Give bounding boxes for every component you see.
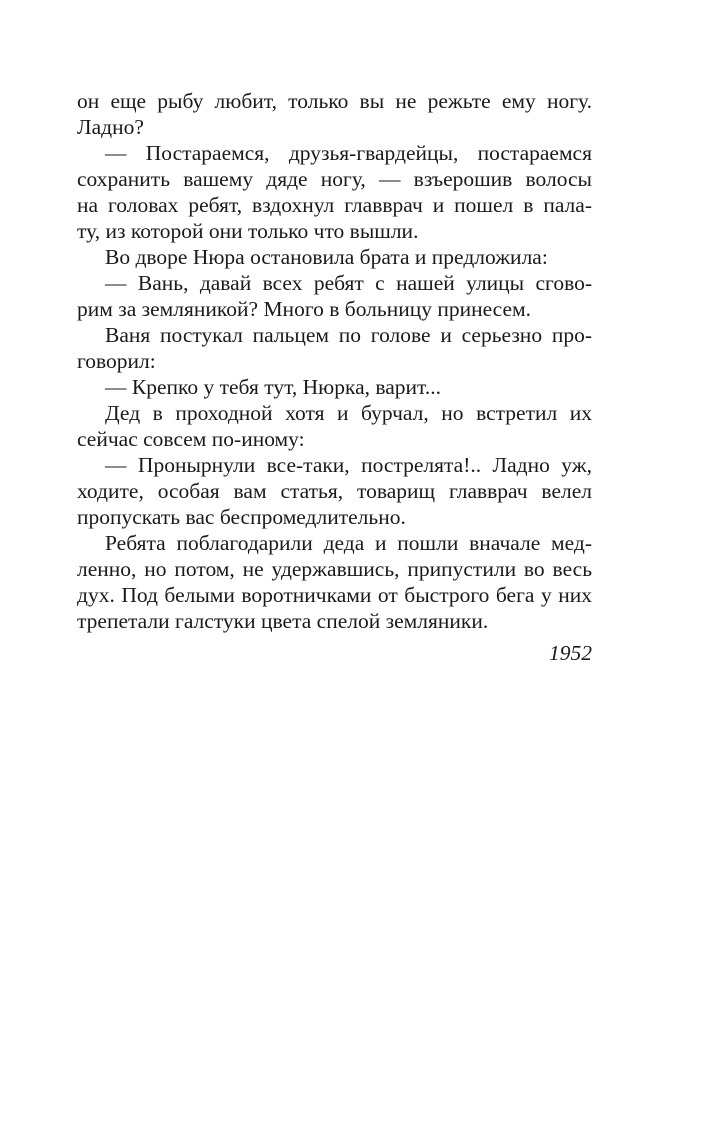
text-line: дух. Под белыми воротничками от быстрого бега у них xyxy=(77,583,592,607)
text-line: Ребята поблагодарили деда и пошли вначале мед- xyxy=(105,531,592,555)
text-line: — Постараемся, друзья-гвардейцы, постараемся xyxy=(105,141,592,165)
text-line: — Вань, давай всех ребят с нашей улицы сгово- xyxy=(105,271,592,295)
text-line: Ваня постукал пальцем по голове и серьезно про- xyxy=(105,323,592,347)
text-line: ленно, но потом, не удержавшись, припустили во весь xyxy=(77,557,592,581)
text-line: Ладно? xyxy=(77,115,144,139)
text-line: — Крепко у тебя тут, Нюрка, варит... xyxy=(105,375,441,399)
text-line: сейчас совсем по-иному: xyxy=(77,427,305,451)
text-line: ту, из которой они только что вышли. xyxy=(77,219,419,243)
page-text xyxy=(77,88,592,666)
text-line: ходите, особая вам статья, товарищ главврач велел xyxy=(77,479,592,503)
text-line: сохранить вашему дяде ногу, — взъерошив волосы xyxy=(77,167,592,191)
text-line: говорил: xyxy=(77,349,156,373)
text-line: Дед в проходной хотя и бурчал, но встретил их xyxy=(105,401,592,425)
year-signature: 1952 xyxy=(549,641,592,665)
text-line: на головах ребят, вздохнул главврач и пошел в пала- xyxy=(77,193,592,217)
text-line: рим за земляникой? Много в больницу принесем. xyxy=(77,297,532,321)
text-line: пропускать вас беспромедлительно. xyxy=(77,505,406,529)
text-line: Во дворе Нюра остановила брата и предложила: xyxy=(105,245,548,269)
text-line: он еще рыбу любит, только вы не режьте ему ногу. xyxy=(77,89,592,113)
text-line: — Пронырнули все-таки, пострелята!.. Ладно уж, xyxy=(105,453,592,477)
text-line: трепетали галстуки цвета спелой земляники. xyxy=(77,609,489,633)
